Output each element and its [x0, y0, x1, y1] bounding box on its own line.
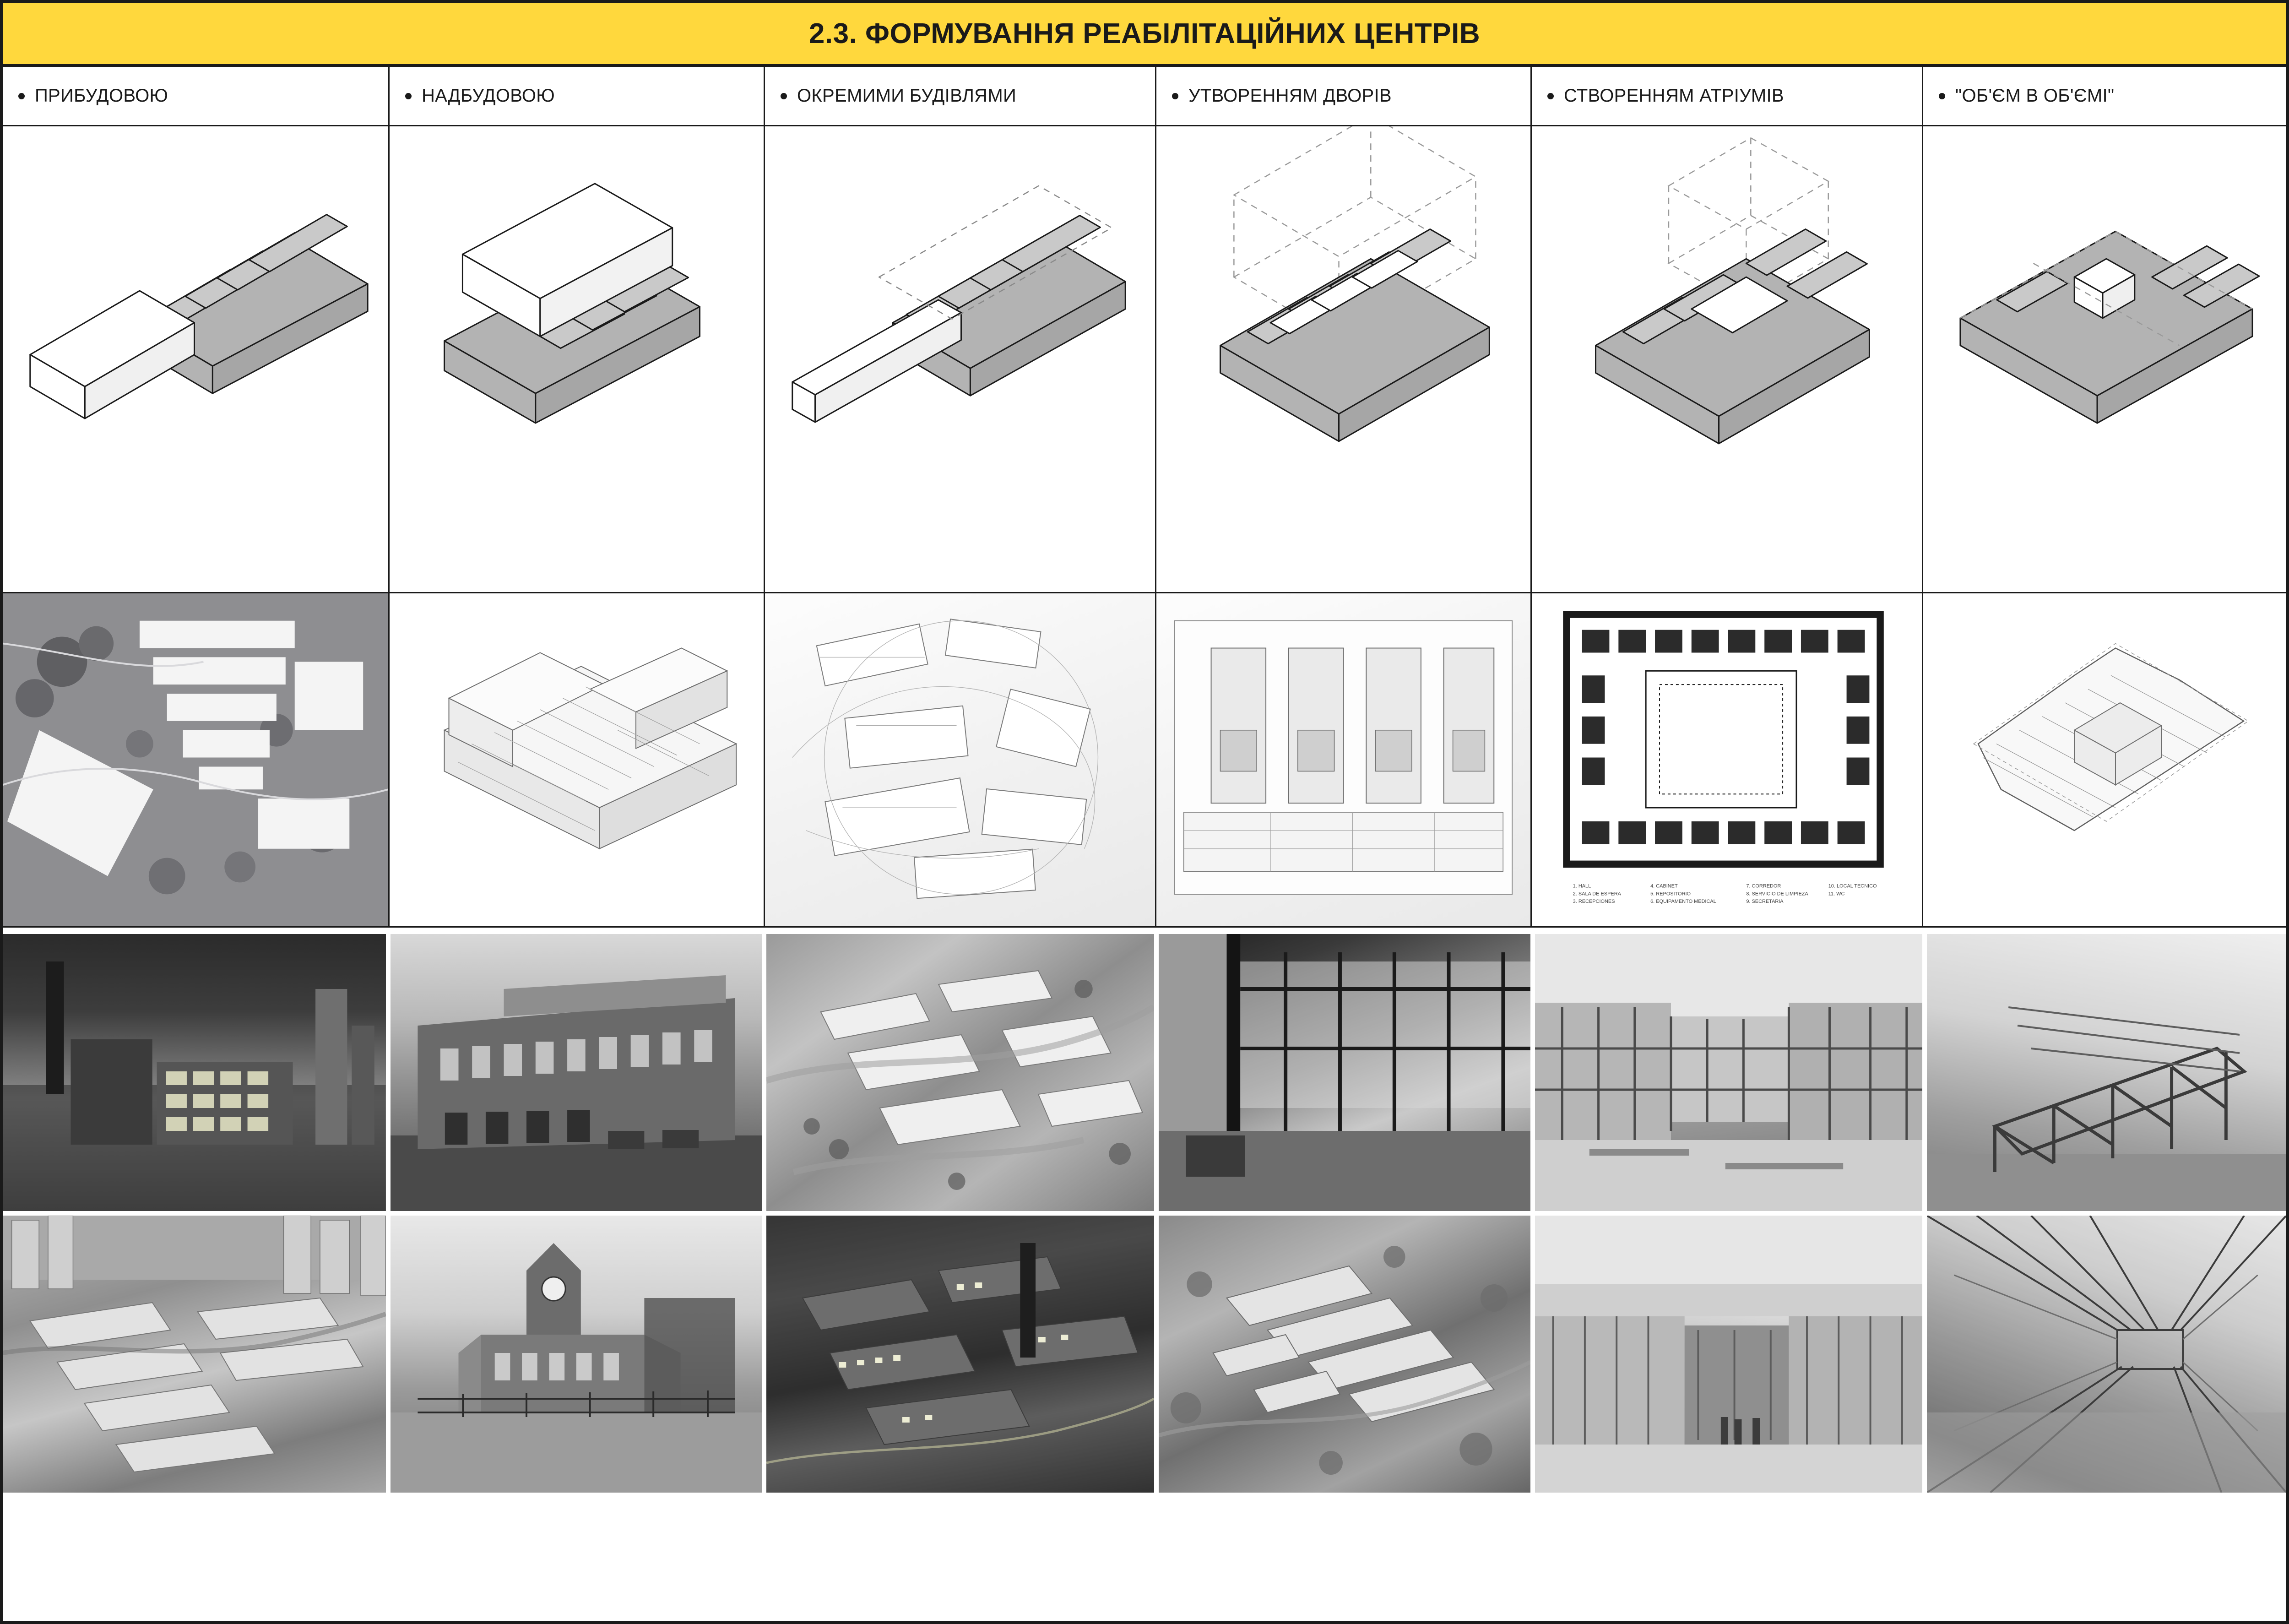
- svg-text:3. RECEPCIONES: 3. RECEPCIONES: [1573, 899, 1615, 905]
- photo-row-top: [3, 934, 2286, 1211]
- column-heading-okremymy-budivlyamy: [765, 67, 1156, 125]
- photo-content-icon: [1927, 1216, 2286, 1493]
- photo-content-icon: [766, 934, 1154, 1211]
- axonometry-pribudovoyu: [3, 126, 390, 592]
- photo-content-icon: [1159, 1216, 1530, 1493]
- column-label: ОКРЕМИМИ БУДІВЛЯМИ: [797, 86, 1017, 106]
- photo-historic-brick-facade-with-rooftop-addition: [391, 934, 762, 1211]
- photo-brick-building-with-modern-glass-extension: [3, 934, 386, 1211]
- column-heading-utvorennyam-dvoriv: [1156, 67, 1532, 125]
- plan-drawings-row: [3, 593, 2286, 928]
- column-label: УТВОРЕННЯМ ДВОРІВ: [1188, 86, 1392, 106]
- column-label: СТВОРЕННЯМ АТРІУМІВ: [1564, 86, 1784, 106]
- plan-atrium-floorplan: [1532, 593, 1923, 926]
- bullet-dot-icon: [1172, 93, 1178, 99]
- photo-content-icon: [1159, 934, 1530, 1211]
- svg-text:10. LOCAL TECNICO: 10. LOCAL TECNICO: [1828, 883, 1877, 889]
- svg-text:1. HALL: 1. HALL: [1573, 883, 1591, 889]
- photo-glazed-corridor-facing-courtyard: [1159, 934, 1530, 1211]
- svg-text:6. EQUIPAMENTO MEDICAL: 6. EQUIPAMENTO MEDICAL: [1650, 899, 1716, 905]
- svg-text:5. REPOSITORIO: 5. REPOSITORIO: [1650, 891, 1691, 897]
- column-heading-nadbudovoyu: [390, 67, 765, 125]
- bullet-dot-icon: [1939, 93, 1945, 99]
- bullet-dot-icon: [405, 93, 412, 99]
- axonometry-diagram-icon: [390, 126, 764, 592]
- photo-clock-tower-with-glass-superstructure: [391, 1216, 762, 1493]
- site-plan-drawing-icon: [3, 593, 388, 926]
- page-title: 2.3. ФОРМУВАННЯ РЕАБІЛІТАЦІЙНИХ ЦЕНТРІВ: [808, 17, 1481, 49]
- axonometric-line-drawing-icon: [390, 593, 764, 926]
- bullet-dot-icon: [18, 93, 25, 99]
- svg-text:7. CORREDOR: 7. CORREDOR: [1746, 883, 1781, 889]
- plan-exploded-axonometric: [1923, 593, 2286, 926]
- atrium-floor-plan-icon: [1532, 593, 1922, 926]
- photo-content-icon: [1535, 934, 1922, 1211]
- photo-night-aerial-hospital-complex: [766, 1216, 1154, 1493]
- bullet-dot-icon: [1547, 93, 1554, 99]
- column-label: ПРИБУДОВОЮ: [35, 86, 168, 106]
- plan-comb-courtyards: [1156, 593, 1532, 926]
- plan-legend: [1573, 883, 1877, 904]
- photo-content-icon: [766, 1216, 1154, 1493]
- photo-entrance-lobby-under-canopy: [1535, 1216, 1922, 1493]
- comb-plan-drawing-icon: [1156, 593, 1530, 926]
- svg-text:11. WC: 11. WC: [1828, 891, 1845, 897]
- column-heading-obyem-v-obyemi: [1923, 67, 2286, 125]
- axonometry-diagram-icon: [1156, 126, 1530, 592]
- photo-aerial-pavilion-hospital-courtyards: [1159, 1216, 1530, 1493]
- column-label: "ОБ'ЄМ В ОБ'ЄМІ": [1955, 86, 2115, 106]
- axonometry-stvorennyam-atriumiv: [1532, 126, 1923, 592]
- axonometry-diagram-icon: [765, 126, 1155, 592]
- photo-row-bottom: [3, 1216, 2286, 1493]
- axonometry-nadbudovoyu: [390, 126, 765, 592]
- photo-content-icon: [391, 934, 762, 1211]
- bullet-dot-icon: [781, 93, 787, 99]
- axonometry-row: [3, 126, 2286, 593]
- axonometry-obyem-v-obyemi: [1923, 126, 2286, 592]
- axonometry-diagram-icon: [3, 126, 388, 592]
- column-heading-stvorennyam-atriumiv: [1532, 67, 1923, 125]
- svg-text:4. CABINET: 4. CABINET: [1650, 883, 1678, 889]
- content-grid: [3, 67, 2286, 1624]
- photo-content-icon: [3, 934, 386, 1211]
- photo-content-icon: [1927, 934, 2286, 1211]
- photo-aerial-dense-urban-block: [3, 1216, 386, 1493]
- svg-text:9. SECRETARIA: 9. SECRETARIA: [1746, 899, 1784, 905]
- column-headings-row: [3, 67, 2286, 126]
- photo-inner-courtyard-atrium: [1535, 934, 1922, 1211]
- svg-text:2. SALA DE ESPERA: 2. SALA DE ESPERA: [1573, 891, 1621, 897]
- board-title-bar: [3, 3, 2286, 67]
- axonometry-diagram-icon: [1532, 126, 1922, 592]
- photo-content-icon: [1535, 1216, 1922, 1493]
- column-heading-pribudovoyu: [3, 67, 390, 125]
- photo-aerial-campus-with-separate-buildings: [766, 934, 1154, 1211]
- column-label: НАДБУДОВОЮ: [422, 86, 555, 106]
- photo-content-icon: [391, 1216, 762, 1493]
- axonometry-diagram-icon: [1923, 126, 2286, 592]
- scattered-plan-drawing-icon: [765, 593, 1155, 926]
- svg-text:8. SERVICIO DE LIMPIEZA: 8. SERVICIO DE LIMPIEZA: [1746, 891, 1808, 897]
- plan-scattered-pavilions: [765, 593, 1156, 926]
- plan-site-masterplan: [3, 593, 390, 926]
- photo-content-icon: [3, 1216, 386, 1493]
- axonometry-utvorennyam-dvoriv: [1156, 126, 1532, 592]
- plan-axonometric-line-drawing: [390, 593, 765, 926]
- axonometry-okremymy-budivlyamy: [765, 126, 1156, 592]
- photo-glazed-gallery-interior: [1927, 1216, 2286, 1493]
- exploded-axonometric-icon: [1923, 593, 2286, 926]
- photo-steel-structural-frame: [1927, 934, 2286, 1211]
